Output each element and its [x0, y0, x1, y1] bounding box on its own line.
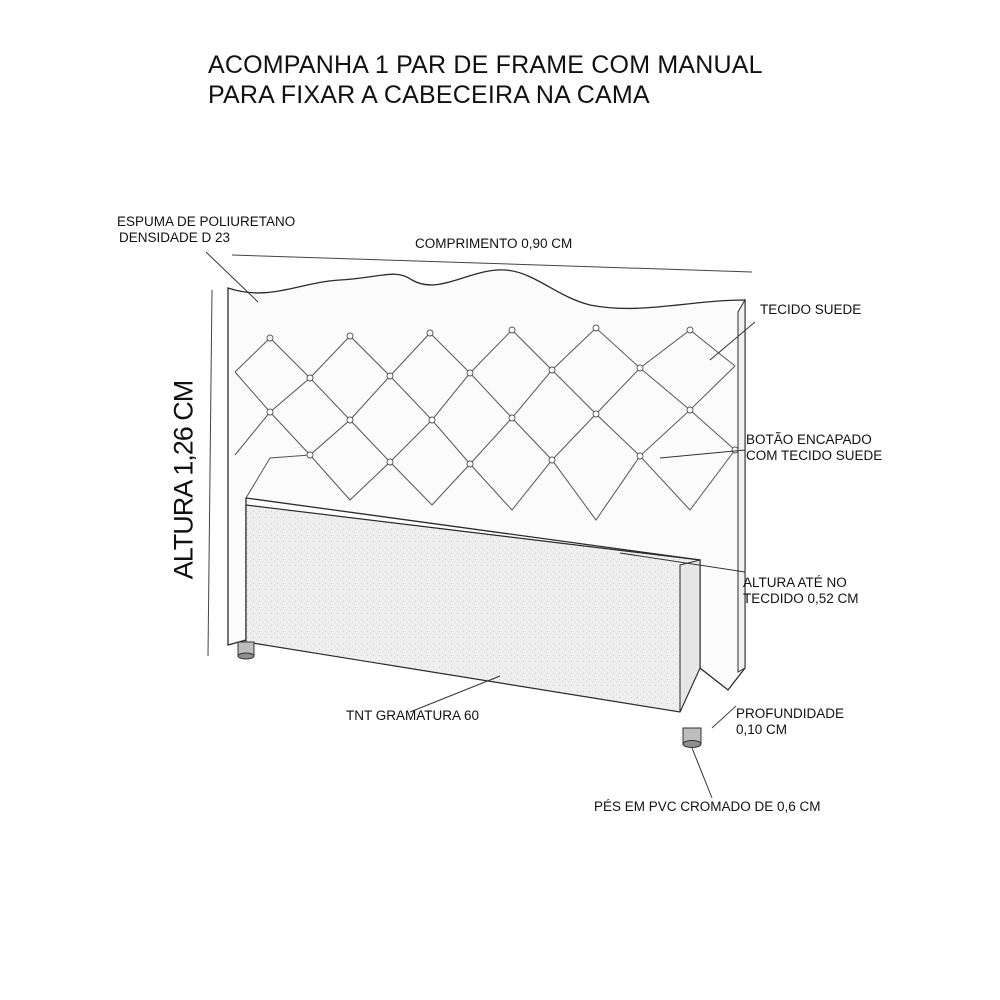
button-label: [746, 432, 882, 464]
tuft-button: [593, 325, 599, 331]
tuft-button: [593, 411, 599, 417]
tuft-button: [347, 417, 353, 423]
tnt-panel-side: [680, 560, 700, 712]
tuft-button: [687, 327, 693, 333]
tnt-label: TNT GRAMATURA 60: [346, 708, 480, 723]
title-line-2: PARA FIXAR A CABECEIRA NA CAMA: [208, 81, 650, 109]
title-line-1: ACOMPANHA 1 PAR DE FRAME COM MANUAL: [208, 51, 763, 79]
fabric-label: TECIDO SUEDE: [760, 302, 862, 317]
tuft-button: [467, 370, 473, 376]
tuft-button: [307, 375, 313, 381]
button-label-line-1: BOTÃO ENCAPADO: [746, 432, 872, 447]
tuft-button: [267, 335, 273, 341]
depth-label: [736, 706, 844, 738]
foot-right: [683, 728, 701, 748]
tnt-leader-line: [410, 676, 500, 712]
tuft-button: [549, 367, 555, 373]
depth-dimension-line: [712, 706, 736, 728]
height-label: ALTURA 1,26 CM: [168, 380, 199, 580]
tuft-button: [429, 417, 435, 423]
tuft-button: [387, 459, 393, 465]
tuft-button: [467, 461, 473, 467]
tuft-button: [732, 447, 738, 453]
tuft-button: [637, 365, 643, 371]
foam-label: [117, 214, 295, 246]
tuft-button: [687, 407, 693, 413]
tuft-button: [427, 330, 433, 336]
tuft-button: [267, 409, 273, 415]
tuft-button: [509, 327, 515, 333]
length-dimension-line: [232, 255, 752, 272]
fabric-height-label-line-1: ALTURA ATÉ NO: [743, 575, 847, 590]
tuft-button: [509, 415, 515, 421]
height-dimension-line: [208, 290, 212, 656]
tuft-button: [387, 373, 393, 379]
tuft-button: [307, 452, 313, 458]
depth-label-line-1: PROFUNDIDADE: [736, 706, 845, 721]
fabric-height-label-line-2: TECDIDO 0,52 CM: [743, 591, 859, 606]
headboard-side: [738, 300, 745, 672]
tuft-button: [549, 457, 555, 463]
fabric-height-label: [743, 575, 859, 607]
tuft-button: [637, 453, 643, 459]
feet-leader-line: [692, 748, 712, 798]
foot-left: [238, 642, 254, 659]
tuft-button: [347, 333, 353, 339]
foam-label-line-1: ESPUMA DE POLIURETANO: [117, 214, 296, 229]
button-label-line-2: COM TECIDO SUEDE: [746, 448, 883, 463]
foam-label-line-2: DENSIDADE D 23: [119, 230, 231, 245]
depth-label-line-2: 0,10 CM: [736, 722, 788, 737]
feet-label: PÉS EM PVC CROMADO DE 0,6 CM: [594, 799, 821, 814]
length-label: COMPRIMENTO 0,90 CM: [415, 236, 573, 251]
